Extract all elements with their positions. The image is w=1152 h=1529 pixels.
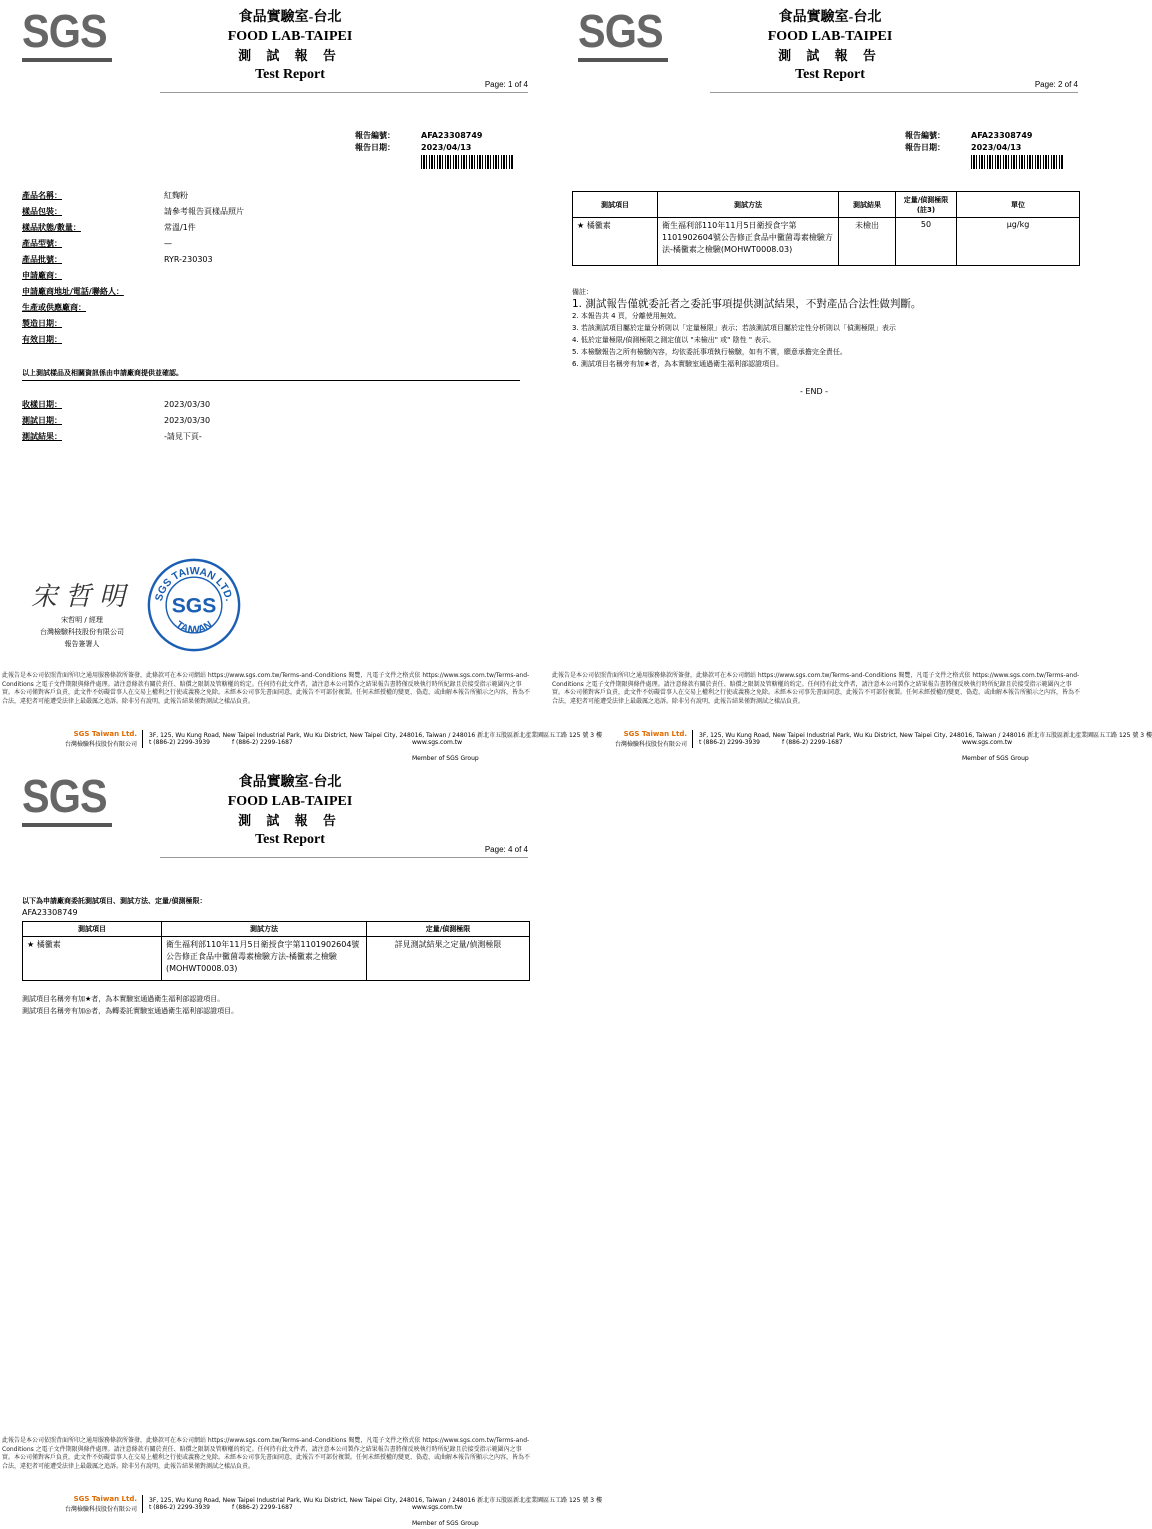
col-header-result: 測試結果	[839, 192, 896, 218]
col-header-item: 測試項目	[573, 192, 658, 218]
cell-item: ★ 橘黴素	[23, 937, 162, 981]
field-sample-state: 樣品狀態/數量： 常溫/1件	[22, 223, 196, 232]
methods-table	[22, 921, 530, 981]
field-test-result: 測試結果： -請見下頁-	[22, 432, 202, 441]
barcode	[421, 155, 513, 169]
field-product-name: 產品名稱： 紅麴粉	[22, 191, 188, 200]
header-title-en: Test Report	[255, 67, 325, 82]
col-header-method: 測試方法	[658, 192, 839, 218]
footer-fax: f (886-2) 2299-1687	[232, 739, 293, 746]
cell-limit: 詳見測試結果之定量/偵測極限	[367, 937, 530, 981]
col-header-item: 測試項目	[23, 922, 162, 937]
field-receive-date: 收樣日期： 2023/03/30	[22, 400, 211, 409]
col-header-limit: 定量/偵測極限(註3)	[896, 192, 957, 218]
legal-disclaimer: 此報告是本公司依照背面所印之通用服務條款所簽發，此條款可在本公司網站 https://www.sgs.com.tw/Terms-and-Conditions 閱覽，凡電子文件之格式依 https://www.sgs.com.tw/Terms-and-Conditions 之電子文件期限與條件處理。請注意條款有關於責任、賠償之限制及管轄權的約定。任何持有此文件者，請注意本公司製作之結果報告書將僅反映執行時所紀錄且於接受指示範圍內之事實。本公司僅對客戶負責，此文件不妨礙當事人在交易上權利之行使或義務之免除。未經本公司事先書面同意，此報告不可部份複製。任何未經授權的變更、偽造、或曲解本報告所顯示之內容，皆為不合法，違犯者可能遭受法律上最嚴厲之追訴。除非另有說明，此報告結果僅對測試之樣品負責。	[2, 672, 531, 705]
cell-method: 衛生福利部110年11月5日衛授食字第1101902604號公告修正食品中黴菌毒素檢驗方法-橘黴素之檢驗(MOHWT0008.03)	[658, 218, 839, 266]
field-manufacture-date: 製造日期：	[22, 319, 62, 328]
footer-company-zh: 台灣檢驗科技股份有限公司	[64, 741, 137, 748]
legal-disclaimer: 此報告是本公司依照背面所印之通用服務條款所簽發，此條款可在本公司網站 https://www.sgs.com.tw/Terms-and-Conditions 閱覽，凡電子文件之格式依 https://www.sgs.com.tw/Terms-and-Conditions 之電子文件期限與條件處理。請注意條款有關於責任、賠償之限制及管轄權的約定。任何持有此文件者，請注意本公司製作之結果報告書將僅反映執行時所紀錄且於接受指示範圍內之事實。本公司僅對客戶負責，此文件不妨礙當事人在交易上權利之行使或義務之免除。未經本公司事先書面同意，此報告不可部份複製。任何未經授權的變更、偽造、或曲解本報告所顯示之內容，皆為不合法，違犯者可能遭受法律上最嚴厲之追訴。除非另有說明，此報告結果僅對測試之樣品負責。	[2, 1437, 531, 1470]
methods-intro: 以下為申請廠商委託測試項目、測試方法、定量/偵測極限：	[22, 897, 207, 905]
field-test-date: 測試日期： 2023/03/30	[22, 416, 211, 425]
col-header-unit: 單位	[957, 192, 1080, 218]
table-row	[573, 218, 1080, 266]
report-number: 報告編號： AFA23308749	[905, 131, 1033, 140]
method-notes	[22, 993, 238, 1017]
remarks-title: 備註：	[572, 288, 593, 296]
header-title-zh: 測 試 報 告	[238, 48, 342, 63]
signer-company: 台灣檢驗科技股份有限公司	[40, 628, 124, 636]
field-applicant: 申請廠商：	[22, 271, 62, 280]
field-sample-package: 樣品包裝： 請參考報告頁樣品照片	[22, 207, 244, 216]
header-lab-zh: 食品實驗室-台北	[238, 10, 342, 25]
page-number: Page: 4 of 4	[484, 845, 528, 854]
cell-result: 未檢出	[839, 218, 896, 266]
report-date: 報告日期： 2023/04/13	[905, 143, 1022, 152]
field-manufacturer: 生產或供應廠商：	[22, 303, 86, 312]
report-number: 報告編號： AFA23308749	[355, 131, 483, 140]
field-expiry-date: 有效日期：	[22, 335, 62, 344]
svg-text:SGS TAIWAN LTD.: SGS TAIWAN LTD.	[152, 565, 236, 603]
field-model: 產品型號： —	[22, 239, 172, 248]
remark-item: 1. 測試報告僅就委託者之委託事項提供測試結果，不對產品合法性做判斷。	[572, 298, 922, 310]
remark-item: 2. 本報告共 4 頁，分離使用無效。	[572, 312, 681, 320]
remark-item: 6. 測試項目名稱旁有加★者，為本實驗室通過衛生福利部認證項目。	[572, 360, 784, 368]
signer-role: 報告簽署人	[64, 640, 100, 648]
note-item: 測試項目名稱旁有加◎者，為轉委託實驗室通過衛生福利部認證項目。	[22, 1007, 239, 1015]
remark-item: 4. 低於定量極限/偵測極限之測定值以 "未檢出" 或" 陰性 " 表示。	[572, 336, 776, 344]
footer-tel: t (886-2) 2299-3939	[149, 739, 210, 746]
sgs-logo: SGS	[578, 8, 668, 62]
footer-address: 3F, 125, Wu Kung Road, New Taipei Industrial Park, Wu Ku District, New Taipei City, 248016, Taiwan / 248016 新北市五股區新北產業園區五工路 125 號 3 樓	[149, 732, 602, 739]
results-table	[572, 191, 1080, 266]
report-date: 報告日期： 2023/04/13	[355, 143, 472, 152]
report-page-4: SGS 食品實驗室-台北 FOOD LAB-TAIPEI 測 試 報 告 Test Report Page: 4 of 4 以下為申請廠商委託測試項目、測試方法、定量/偵測極限： AFA23308749 測試項目 測試方法 定量/偵測極限 ★ 橘黴素 衛生福利部110年11月5日衛授食字第1101902604號公告修正食品中黴菌毒素檢驗方法-橘黴素之檢驗(MOHWT0008.03) 詳見測試結果之定量/偵測極限 測試項目名稱旁有加★者，為本實驗室通過衛生福利部認證項目。 測試項目名稱旁有加◎者，為轉委託實驗室通過衛生福利部認證項目。 此報告是本公司依照背面所印之通用服務條款所簽發，此條款可在本公司網站 https://www.sgs.com.tw/Terms-and-Conditions 閱覽，凡電子文件之格式依 https://www.sgs.com.tw/Terms-and-Conditions 之電子文件期限與條件處理。請注意條款有關於責任、賠償之限制及管轄權的約定。任何持有此文件者，請注意本公司製作之結果報告書將僅反映執行時所紀錄且於接受指示範圍內之事實。本公司僅對客戶負責，此文件不妨礙當事人在交易上權利之行使或義務之免除。未經本公司事先書面同意，此報告不可部份複製。任何未經授權的變更、偽造、或曲解本報告所顯示之內容，皆為不合法，違犯者可能遭受法律上最嚴厲之追訴。除非另有說明，此報告結果僅對測試之樣品負責。 SGS Taiwan Ltd. 台灣檢驗科技股份有限公司 3F, 125, Wu Kung Road, New Taipei Industrial Park, Wu Ku District, New Taipei City, 248016, Taiwan / 248016 新北市五股區新北產業園區五工路 125 號 3 樓 t (886-2) 2299-3939 f (886-2) 2299-1687 www.sgs.com.tw Member of SGS Group	[2, 770, 602, 1527]
header-lab-en: FOOD LAB-TAIPEI	[227, 29, 353, 44]
cell-unit: μg/kg	[957, 218, 1080, 266]
svg-text:TAIWAN: TAIWAN	[173, 618, 215, 637]
divider	[160, 92, 528, 93]
report-number: AFA23308749	[22, 908, 78, 917]
footer-company: SGS Taiwan Ltd.	[73, 730, 137, 738]
handwritten-signature: 宋哲明	[30, 582, 133, 612]
footer-website: www.sgs.com.tw	[412, 739, 463, 746]
signer-name: 宋哲明 / 經理	[61, 616, 103, 624]
barcode	[971, 155, 1063, 169]
page-number: Page: 2 of 4	[1034, 80, 1078, 89]
sgs-taiwan-seal	[146, 557, 242, 653]
field-batch: 產品批號： RYR-230303	[22, 255, 213, 264]
svg-text:SGS: SGS	[171, 594, 217, 618]
remark-item: 3. 若該測試項目屬於定量分析則以「定量極限」表示；若該測試項目屬於定性分析則以「偵測極限」表示	[572, 324, 896, 332]
report-header: 食品實驗室-台北 FOOD LAB-TAIPEI 測 試 報 告 Test Report	[767, 10, 893, 82]
footer-member: Member of SGS Group	[412, 755, 479, 762]
report-header	[160, 8, 420, 84]
legal-disclaimer: 此報告是本公司依照背面所印之通用服務條款所簽發，此條款可在本公司網站 https://www.sgs.com.tw/Terms-and-Conditions 閱覽，凡電子文件之格式依 https://www.sgs.com.tw/Terms-and-Conditions 之電子文件期限與條件處理。請注意條款有關於責任、賠償之限制及管轄權的約定。任何持有此文件者，請注意本公司製作之結果報告書將僅反映執行時所紀錄且於接受指示範圍內之事實。本公司僅對客戶負責，此文件不妨礙當事人在交易上權利之行使或義務之免除。未經本公司事先書面同意，此報告不可部份複製。任何未經授權的變更、偽造、或曲解本報告所顯示之內容，皆為不合法，違犯者可能遭受法律上最嚴厲之追訴。除非另有說明，此報告結果僅對測試之樣品負責。	[552, 672, 1081, 705]
cell-method: 衛生福利部110年11月5日衛授食字第1101902604號公告修正食品中黴菌毒素檢驗方法-橘黴素之檢驗(MOHWT0008.03)	[162, 937, 367, 981]
divider	[710, 92, 1078, 93]
col-header-limit: 定量/偵測極限	[367, 922, 530, 937]
table-row	[23, 937, 530, 981]
sgs-logo: SGS	[22, 8, 112, 62]
end-marker: - END -	[800, 387, 829, 396]
remark-item: 5. 本檢驗報告之所有檢驗內容，均依委託事項執行檢驗，如有不實，願意承擔完全責任。	[572, 348, 847, 356]
applicant-statement: 以上測試樣品及相關資訊係由申請廠商提供並確認。	[22, 368, 520, 381]
note-item: 測試項目名稱旁有加★者，為本實驗室通過衛生福利部認證項目。	[22, 995, 225, 1003]
report-header: 食品實驗室-台北 FOOD LAB-TAIPEI 測 試 報 告 Test Report	[227, 775, 353, 847]
col-header-method: 測試方法	[162, 922, 367, 937]
field-applicant-address: 申請廠商地址/電話/聯絡人：	[22, 287, 124, 296]
cell-item: ★ 橘黴素	[573, 218, 658, 266]
page-number: Page: 1 of 4	[484, 80, 528, 89]
cell-limit: 50	[896, 218, 957, 266]
signature-block	[22, 580, 142, 650]
remarks	[572, 286, 921, 370]
report-page-2: SGS 食品實驗室-台北 FOOD LAB-TAIPEI 測 試 報 告 Test Report Page: 2 of 4 報告編號： AFA23308749 報告日期： 2023/04/13 測試項目 測試方法 測試結果 定量/偵測極限(註3) 單位 ★ 橘黴素 衛生福利部110年11月5日衛授食字第1101902604號公告修正食品中黴菌毒素檢驗方法-橘黴素之檢驗(MOHWT0008.03) 未檢出 50 μg/kg 備註： 1. 測試報告僅就委託者之委託事項提供測試結果，不對產品合法性做判斷。 2. 本報告共 4 頁，分離使用無效。 3. 若該測試項目屬於定量分析則以「定量極限」表示；若該測試項目屬於定性分析則以「偵測極限」表示 4. 低於定量極限/偵測極限之測定值以 "未檢出" 或" 陰性 " 表示。 5. 本檢驗報告之所有檢驗內容，均依委託事項執行檢驗，如有不實，願意承擔完全責任。 6. 測試項目名稱旁有加★者，為本實驗室通過衛生福利部認證項目。 - END - 此報告是本公司依照背面所印之通用服務條款所簽發，此條款可在本公司網站 https://www.sgs.com.tw/Terms-and-Conditions 閱覽，凡電子文件之格式依 https://www.sgs.com.tw/Terms-and-Conditions 之電子文件期限與條件處理。請注意條款有關於責任、賠償之限制及管轄權的約定。任何持有此文件者，請注意本公司製作之結果報告書將僅反映執行時所紀錄且於接受指示範圍內之事實。本公司僅對客戶負責，此文件不妨礙當事人在交易上權利之行使或義務之免除。未經本公司事先書面同意，此報告不可部份複製。任何未經授權的變更、偽造、或曲解本報告所顯示之內容，皆為不合法，違犯者可能遭受法律上最嚴厲之追訴。除非另有說明，此報告結果僅對測試之樣品負責。 SGS Taiwan Ltd. 台灣檢驗科技股份有限公司 3F, 125, Wu Kung Road, New Taipei Industrial Park, Wu Ku District, New Taipei City, 248016, Taiwan / 248016 新北市五股區新北產業園區五工路 125 號 3 樓 t (886-2) 2299-3939 f (886-2) 2299-1687 www.sgs.com.tw Member of SGS Group	[552, 5, 1152, 762]
sgs-logo: SGS	[22, 773, 112, 827]
divider	[160, 857, 528, 858]
